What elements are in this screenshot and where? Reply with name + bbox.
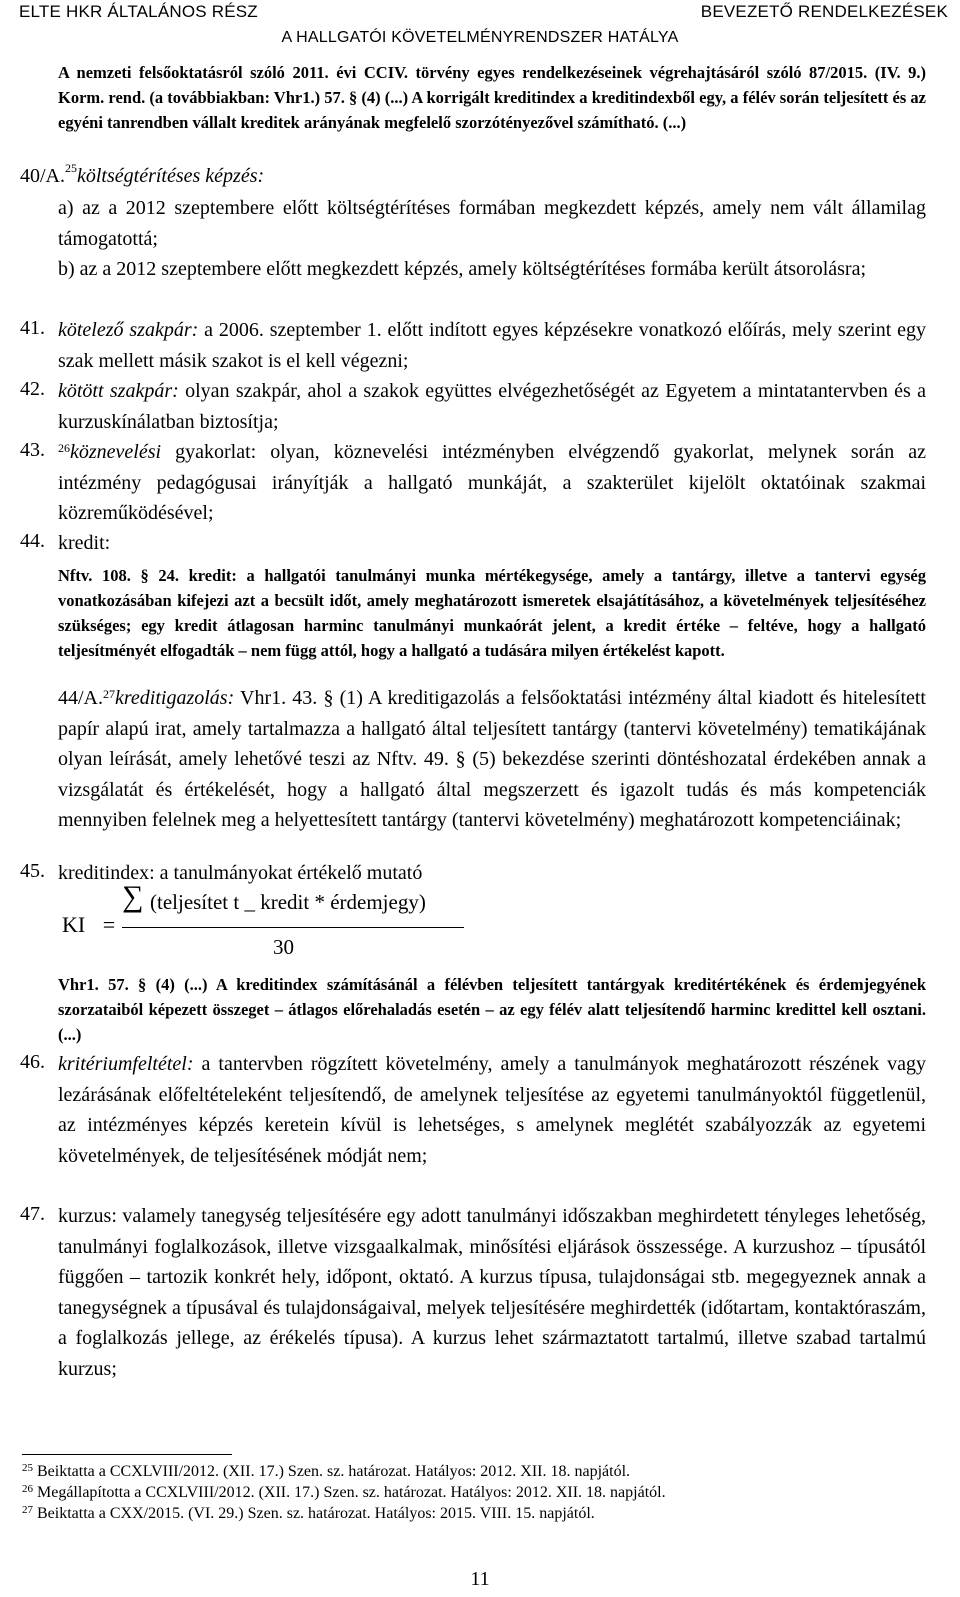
item-40a-a: a) az a 2012 szeptembere előtt költségtérítéses formában megkezdett képzés, amely nem vált államilag támogatottá; bbox=[58, 197, 926, 250]
footnote-text: Beiktatta a CXX/2015. (VI. 29.) Szen. sz. határozat. Hatályos: 2015. VIII. 15. napjától. bbox=[37, 1505, 595, 1522]
running-header-left: ELTE HKR ÁLTALÁNOS RÉSZ bbox=[19, 2, 258, 21]
item-text: gyakorlat: olyan, köznevelési intézményben elvégzendő gyakorlat, melynek során az intézmény pedagógusai irányítják a hallgató munkáját, a szakterület kijelölt oktatóinak szakmai közreműködésével; bbox=[58, 441, 926, 524]
running-header-right: BEVEZETŐ RENDELKEZÉSEK bbox=[700, 2, 948, 21]
running-header-subtitle: A HALLGATÓI KÖVETELMÉNYRENDSZER HATÁLYA bbox=[281, 29, 679, 46]
statute-quote-vhr1-57: Vhr1. 57. § (4) (...) A kreditindex számításánál a félévben teljesített tantárgyak kreditértékének és érdemjegyének szorzataiból képezett összeget – átlagos előrehaladás esetén – az egy félév alatt teljesítendő harminc kredittel kell osztani. (...) bbox=[58, 975, 926, 1044]
item-number-47: 47. bbox=[20, 1203, 45, 1225]
sigma-icon: ∑ bbox=[122, 880, 144, 913]
item-number-41: 41. bbox=[20, 317, 45, 339]
item-44: kredit: bbox=[58, 532, 111, 554]
item-number-46: 46. bbox=[20, 1051, 45, 1073]
footnote-separator bbox=[22, 1454, 232, 1455]
formula-lhs bbox=[62, 912, 115, 938]
item-term: kötelező szakpár: bbox=[58, 319, 199, 341]
item-42 bbox=[58, 376, 926, 437]
footnote-number: 25 bbox=[22, 1462, 33, 1474]
footnote-25 bbox=[22, 1462, 630, 1481]
footnote-text: Beiktatta a CCXLVIII/2012. (XII. 17.) Szen. sz. határozat. Hatályos: 2012. XII. 18. napjától. bbox=[37, 1463, 631, 1480]
footnote-number: 26 bbox=[22, 1483, 33, 1495]
item-term: kritériumfeltétel: bbox=[58, 1053, 194, 1075]
item-45: kreditindex: a tanulmányokat értékelő mutató bbox=[58, 862, 423, 884]
item-number-42: 42. bbox=[20, 378, 45, 400]
footnote-ref-27[interactable]: 27 bbox=[103, 687, 115, 701]
item-term: kötött szakpár: bbox=[58, 380, 179, 402]
footnote-number: 27 bbox=[22, 1504, 33, 1516]
item-47: kurzus: valamely tanegység teljesítésére egy adott tanulmányi időszakban meghirdetett tényleges lehetőség, tanulmányi foglalkozások, illetve vizsgaalkalmak, minősítési eljárások összessége. A kurzushoz – típusától függően – tartozik konkrét hely, időpont, oktató. A kurzus típusa, tulajdonságai stb. megegyeznek annak a tanegységnek a típusával és tulajdonságaival, melyek teljesítésére meghirdették (időtartam, kontaktóraszám, a foglalkozás jellege, az érékelés típusa). A kurzus lehet származtatott tartalmú, illetve szabad tartalmú kurzus; bbox=[58, 1205, 926, 1380]
item-number-40a bbox=[20, 161, 265, 188]
item-text: Vhr1. 43. § (1) A kreditigazolás a felsőoktatási intézmény által kiadott és hitelesített papír alapú irat, amely tartalmazza a hallgató által teljesített tantárgy (tantervi követelmény) tematikájának olyan leírását, amely lehetővé teszi az Nftv. 49. § (5) bekezdése szerinti döntéshozatal érdekében annak a vizsgálatát és értékelését, hogy a hallgató által megszerzett és igazolt tudás és más kompetenciák mennyiben felelnek meg a helyettesített tantárgy (tantervi követelmény) meghatározott kompetenciáinak; bbox=[58, 687, 926, 831]
item-term: költségtérítéses képzés: bbox=[77, 165, 265, 187]
item-46 bbox=[58, 1049, 926, 1171]
item-number-43: 43. bbox=[20, 439, 45, 461]
item-term: köznevelési bbox=[70, 441, 162, 463]
formula-denominator: 30 bbox=[273, 935, 294, 959]
item-40a-b: b) az a 2012 szeptembere előtt megkezdett képzés, amely költségtérítéses formába került átsorolásra; bbox=[58, 258, 867, 280]
item-44a bbox=[20, 683, 926, 836]
item-number: 44/A. bbox=[58, 687, 103, 709]
footnote-27 bbox=[22, 1504, 595, 1523]
item-text: olyan szakpár, ahol a szakok együttes elvégezhetőségét az Egyetem a mintatantervben és a kurzuskínálatban biztosítja; bbox=[58, 380, 927, 433]
item-text: a 2006. szeptember 1. előtt indított egyes képzésekre vonatkozó előírás, mely szerint egy szak mellett másik szakot is el kell végezni; bbox=[58, 319, 926, 372]
item-43 bbox=[58, 437, 926, 529]
item-number-45: 45. bbox=[20, 860, 45, 882]
item-number: 40/A. bbox=[20, 165, 65, 187]
page-number: 11 bbox=[470, 1568, 490, 1590]
statute-quote-nftv: Nftv. 108. § 24. kredit: a hallgatói tanulmányi munka mértékegysége, amely a tantárgy, illetve a tantervi egység vonatkozásában kifejezi azt a becsült időt, amely meghatározott ismeretek elsajátításához, a követelmények teljesítéséhez szükséges; egy kredit átlagosan harminc tanulmányi munkaórát jelent, a kredit értéke – feltéve, hogy a hallgató teljesítményét elfogadták – nem függ attól, hogy a hallgató a tudására milyen értékelést kapott. bbox=[58, 566, 926, 660]
footnote-ref-25[interactable]: 25 bbox=[65, 161, 77, 175]
item-number-44: 44. bbox=[20, 530, 45, 552]
footnote-text: Megállapította a CCXLVIII/2012. (XII. 17.) Szen. sz. határozat. Hatályos: 2012. XII. 18. napjától. bbox=[37, 1484, 666, 1501]
formula-numerator: (teljesítet t _ kredit * érdemjegy) bbox=[150, 890, 426, 914]
footnote-ref-26[interactable]: 26 bbox=[58, 441, 70, 455]
item-41 bbox=[58, 315, 926, 376]
footnote-26 bbox=[22, 1483, 666, 1502]
formula-fraction-bar bbox=[122, 927, 464, 928]
item-text: a tantervben rögzített követelmény, amely a tanulmányok meghatározott részének vagy lezárásának előfeltételeként teljesítendő, de amelynek teljesítése az egyetemi tanulmányoktól függetlenül, az intézményes képzés keretein kívül is lehetséges, s amelynek meglétét szabályozzák az egyetemi követelmények, de teljesítésének módját nem; bbox=[58, 1053, 926, 1167]
formula-ki: KI bbox=[62, 912, 86, 937]
item-term: kreditigazolás: bbox=[115, 687, 235, 709]
formula-equals: = bbox=[102, 912, 116, 937]
statute-quote-vhr1: A nemzeti felsőoktatásról szóló 2011. évi CCIV. törvény egyes rendelkezéseinek végrehajtásáról szóló 87/2015. (IV. 9.) Korm. rend. (a továbbiakban: Vhr1.) 57. § (4) (...) A korrigált kreditindex a kreditindexből egy, a félév során teljesített és az egyéni tanrendben vállalt kreditek arányának megfelelő szorzótényezővel számítható. (...) bbox=[58, 63, 926, 132]
